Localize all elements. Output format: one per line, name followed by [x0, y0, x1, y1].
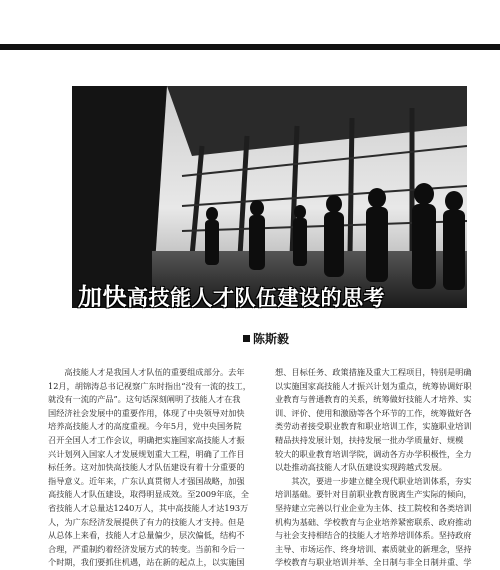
square-bullet-icon [243, 335, 250, 342]
text-line: 高技能人才队伍建设，取得明显成效。至2009年底，全 [48, 489, 249, 500]
text-line: 培训基础。要针对目前职业教育脱离生产实际的倾向， [275, 489, 472, 500]
text-line: 人，为广东经济发展提供了有力的技能人才支持。但是 [48, 516, 245, 527]
text-line: 类劳动者接受职业教育和职业培训工作，实施职业培训 [275, 421, 472, 432]
right-column [275, 366, 478, 570]
title-highlight: 加快 [78, 283, 127, 311]
text-line: 以赴推动高技能人才队伍建设实现跨越式发展。 [275, 462, 447, 473]
text-line: 省技能人才总量达1240万人，其中高技能人才达193万 [48, 502, 249, 513]
text-line: 高技能人才是我国人才队伍的重要组成部分。去年 [64, 367, 245, 377]
text-line: 坚持建立完善以行业企业为主体、技工院校和各类培训 [275, 502, 472, 513]
airport-silhouette-image [72, 86, 467, 308]
text-line: 从总体上来看，技能人才总量偏少，层次偏低，结构不 [48, 530, 245, 541]
text-line: 个时期，我们要抓住机遇，站在新的起点上，以实施国 [48, 557, 245, 568]
text-line: 就没有一流的产品”。这句话深刻阐明了技能人才在我 [48, 394, 241, 405]
text-line: 12月，胡锦涛总书记视察广东时指出“没有一流的技工， [48, 380, 251, 391]
author-name: 陈斯毅 [253, 332, 290, 346]
article-title [78, 277, 385, 312]
author-line [243, 330, 289, 347]
text-line: 主导、市场运作、终身培训、素质就业的新理念，坚持 [275, 543, 472, 554]
text-line: 精品扶持发展计划，扶持发展一批办学质量好、规模 [275, 434, 464, 445]
text-line: 国经济社会发展中的重要作用，体现了中央领导对加快 [48, 407, 245, 418]
hero-photo [72, 86, 467, 308]
text-line: 较大的职业教育培训学院，调动各方办学积极性，全力 [275, 448, 472, 459]
text-line: 其次，要进一步建立健全现代职业培训体系，夯实 [291, 475, 472, 486]
text-line: 指导意义。近年来，广东认真贯彻人才强国战略，加强 [48, 475, 245, 486]
top-rule [0, 44, 500, 50]
text-line: 标任务。这对加快高技能人才队伍建设有着十分重要的 [48, 462, 245, 473]
text-line: 兴计划列入国家人才发展规划重大工程，明确了工作目 [48, 448, 245, 459]
text-line: 召开全国人才工作会议，明确把实施国家高技能人才振 [48, 434, 245, 445]
text-line: 业教育与普通教育的关系，统筹做好技能人才培养、实 [275, 394, 472, 405]
text-line: 训、评价、使用和激励等各个环节的工作，统筹做好各 [275, 407, 472, 418]
text-line: 机构为基础、学校教育与企业培养紧密联系、政府推动 [275, 516, 472, 527]
text-line: 学校教育与职业培训并举、全日制与非全日制并重、学 [275, 557, 472, 568]
text-line: 以实施国家高技能人才振兴计划为重点，统筹协调好职 [275, 380, 472, 391]
text-line: 想、目标任务、政策措施及重大工程项目，特别是明确 [275, 367, 472, 377]
title-main: 高技能人才队伍建设的思考 [127, 286, 385, 310]
text-line: 培养高技能人才的高度重视。今年5月，党中央国务院 [48, 421, 242, 432]
text-line: 与社会支持相结合的技能人才培养培训体系。坚持政府 [275, 530, 472, 541]
text-line: 合理，严重制约着经济发展方式的转变。当前和今后一 [48, 543, 245, 554]
left-column [48, 366, 251, 570]
